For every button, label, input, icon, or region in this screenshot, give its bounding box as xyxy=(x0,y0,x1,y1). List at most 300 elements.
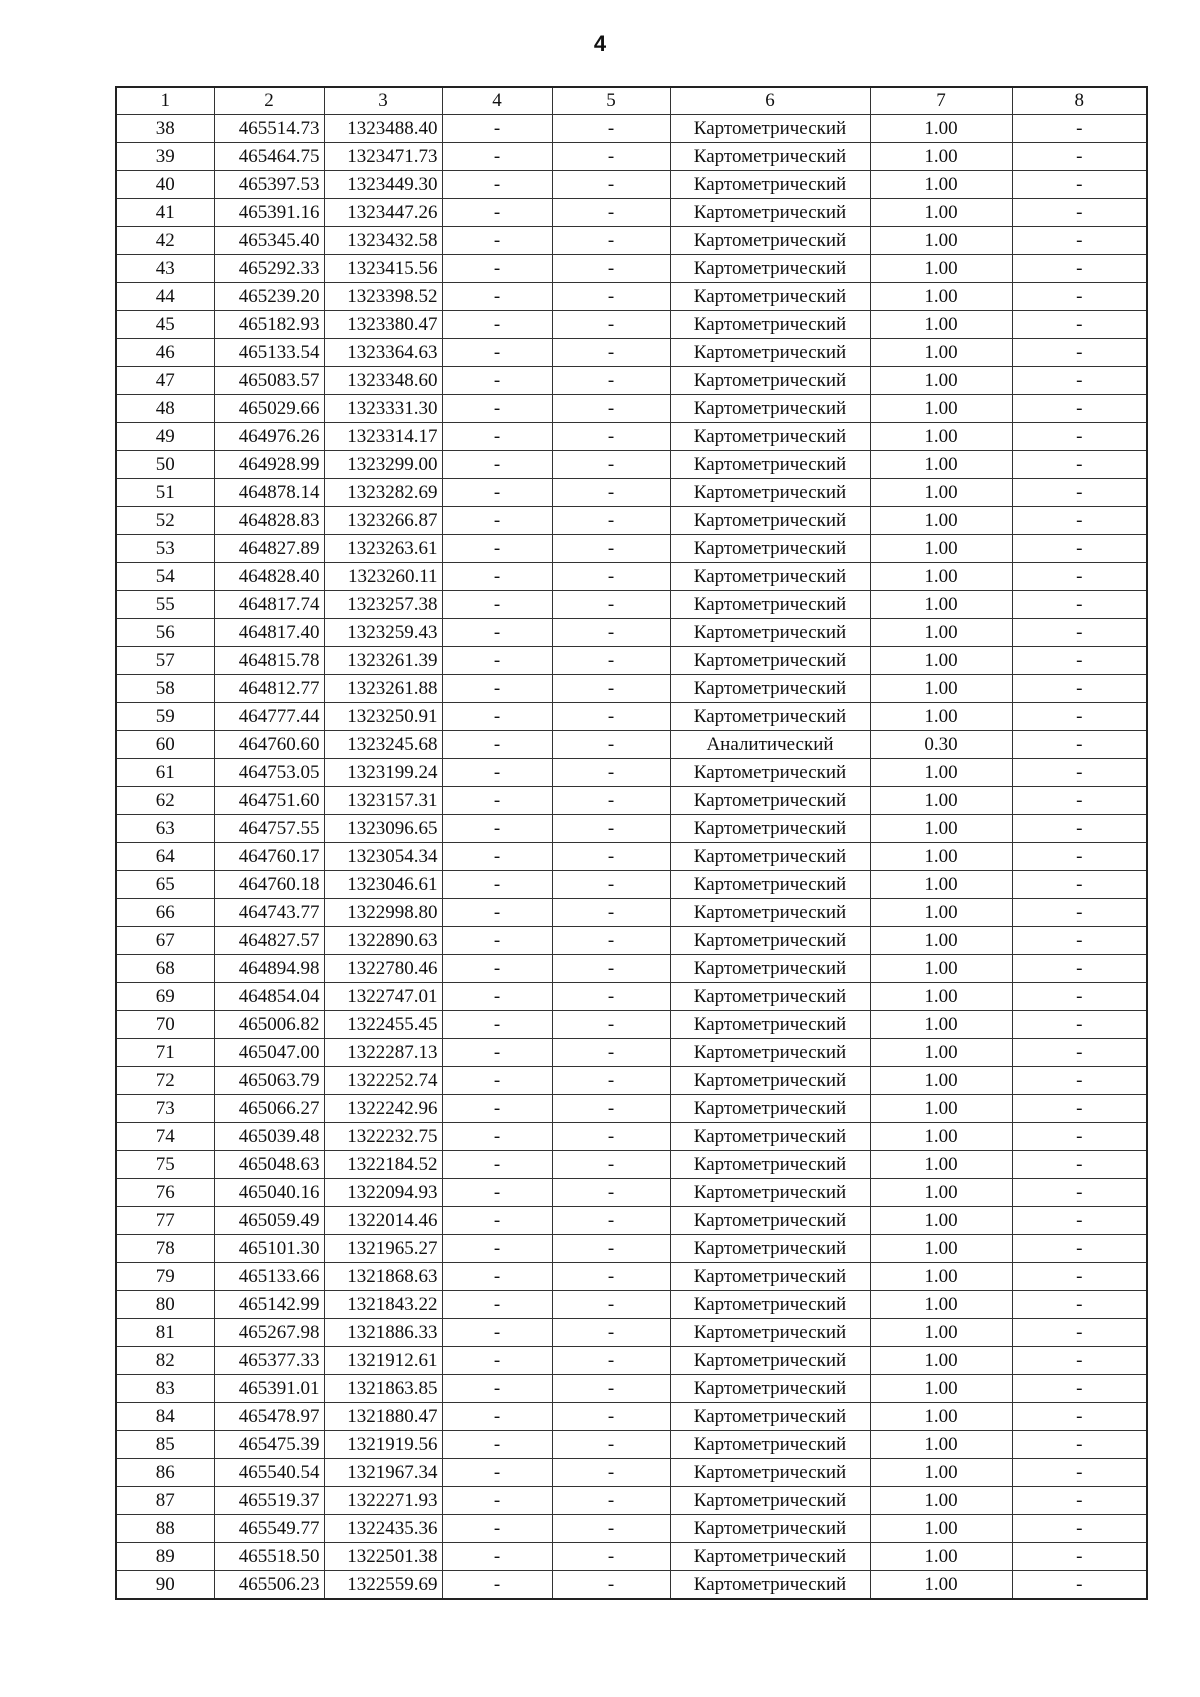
method-cell: Картометрический xyxy=(670,871,870,899)
table-row xyxy=(116,619,1147,647)
method-cell: Картометрический xyxy=(670,1039,870,1067)
col4-cell: - xyxy=(442,1011,552,1039)
col8-cell: - xyxy=(1012,451,1147,479)
y-coordinate-cell: 1321912.61 xyxy=(324,1347,442,1375)
x-coordinate-cell: 465182.93 xyxy=(214,311,324,339)
y-coordinate-cell: 1321863.85 xyxy=(324,1375,442,1403)
method-cell: Картометрический xyxy=(670,815,870,843)
column-header: 1 xyxy=(116,87,214,115)
point-number-cell: 58 xyxy=(116,675,214,703)
method-cell: Картометрический xyxy=(670,675,870,703)
col8-cell: - xyxy=(1012,479,1147,507)
y-coordinate-cell: 1323447.26 xyxy=(324,199,442,227)
method-cell: Картометрический xyxy=(670,1347,870,1375)
col4-cell: - xyxy=(442,955,552,983)
table-row xyxy=(116,507,1147,535)
point-number-cell: 45 xyxy=(116,311,214,339)
y-coordinate-cell: 1322455.45 xyxy=(324,1011,442,1039)
method-cell: Картометрический xyxy=(670,367,870,395)
y-coordinate-cell: 1321843.22 xyxy=(324,1291,442,1319)
col8-cell: - xyxy=(1012,591,1147,619)
point-number-cell: 61 xyxy=(116,759,214,787)
col4-cell: - xyxy=(442,1095,552,1123)
x-coordinate-cell: 465506.23 xyxy=(214,1571,324,1600)
col4-cell: - xyxy=(442,451,552,479)
col4-cell: - xyxy=(442,1207,552,1235)
col8-cell: - xyxy=(1012,787,1147,815)
col5-cell: - xyxy=(552,479,670,507)
point-number-cell: 75 xyxy=(116,1151,214,1179)
method-cell: Картометрический xyxy=(670,1263,870,1291)
table-row xyxy=(116,815,1147,843)
col5-cell: - xyxy=(552,115,670,143)
point-number-cell: 41 xyxy=(116,199,214,227)
x-coordinate-cell: 465142.99 xyxy=(214,1291,324,1319)
x-coordinate-cell: 465540.54 xyxy=(214,1459,324,1487)
col8-cell: - xyxy=(1012,619,1147,647)
accuracy-cell: 1.00 xyxy=(870,675,1012,703)
x-coordinate-cell: 464878.14 xyxy=(214,479,324,507)
x-coordinate-cell: 465292.33 xyxy=(214,255,324,283)
col5-cell: - xyxy=(552,143,670,171)
accuracy-cell: 1.00 xyxy=(870,1487,1012,1515)
point-number-cell: 53 xyxy=(116,535,214,563)
accuracy-cell: 1.00 xyxy=(870,479,1012,507)
y-coordinate-cell: 1321965.27 xyxy=(324,1235,442,1263)
point-number-cell: 40 xyxy=(116,171,214,199)
col8-cell: - xyxy=(1012,927,1147,955)
col8-cell: - xyxy=(1012,367,1147,395)
col4-cell: - xyxy=(442,787,552,815)
col8-cell: - xyxy=(1012,843,1147,871)
col4-cell: - xyxy=(442,143,552,171)
col4-cell: - xyxy=(442,927,552,955)
table-row xyxy=(116,563,1147,591)
x-coordinate-cell: 464828.83 xyxy=(214,507,324,535)
x-coordinate-cell: 465029.66 xyxy=(214,395,324,423)
col8-cell: - xyxy=(1012,115,1147,143)
col4-cell: - xyxy=(442,1291,552,1319)
y-coordinate-cell: 1322890.63 xyxy=(324,927,442,955)
y-coordinate-cell: 1323266.87 xyxy=(324,507,442,535)
point-number-cell: 46 xyxy=(116,339,214,367)
column-header: 6 xyxy=(670,87,870,115)
col8-cell: - xyxy=(1012,703,1147,731)
accuracy-cell: 1.00 xyxy=(870,843,1012,871)
point-number-cell: 60 xyxy=(116,731,214,759)
col4-cell: - xyxy=(442,339,552,367)
col8-cell: - xyxy=(1012,1095,1147,1123)
accuracy-cell: 1.00 xyxy=(870,619,1012,647)
x-coordinate-cell: 464827.57 xyxy=(214,927,324,955)
table-row xyxy=(116,311,1147,339)
x-coordinate-cell: 465478.97 xyxy=(214,1403,324,1431)
x-coordinate-cell: 464760.18 xyxy=(214,871,324,899)
point-number-cell: 82 xyxy=(116,1347,214,1375)
col5-cell: - xyxy=(552,563,670,591)
accuracy-cell: 1.00 xyxy=(870,171,1012,199)
col5-cell: - xyxy=(552,507,670,535)
accuracy-cell: 1.00 xyxy=(870,1375,1012,1403)
accuracy-cell: 1.00 xyxy=(870,1571,1012,1600)
col4-cell: - xyxy=(442,1487,552,1515)
accuracy-cell: 1.00 xyxy=(870,1347,1012,1375)
y-coordinate-cell: 1323263.61 xyxy=(324,535,442,563)
point-number-cell: 47 xyxy=(116,367,214,395)
method-cell: Картометрический xyxy=(670,1011,870,1039)
col5-cell: - xyxy=(552,1515,670,1543)
point-number-cell: 62 xyxy=(116,787,214,815)
col5-cell: - xyxy=(552,1039,670,1067)
col5-cell: - xyxy=(552,1347,670,1375)
point-number-cell: 59 xyxy=(116,703,214,731)
col8-cell: - xyxy=(1012,983,1147,1011)
accuracy-cell: 1.00 xyxy=(870,787,1012,815)
col5-cell: - xyxy=(552,1123,670,1151)
table-row xyxy=(116,479,1147,507)
x-coordinate-cell: 464828.40 xyxy=(214,563,324,591)
table-row xyxy=(116,983,1147,1011)
method-cell: Картометрический xyxy=(670,1235,870,1263)
col5-cell: - xyxy=(552,367,670,395)
accuracy-cell: 1.00 xyxy=(870,1039,1012,1067)
table-row xyxy=(116,227,1147,255)
y-coordinate-cell: 1323331.30 xyxy=(324,395,442,423)
accuracy-cell: 1.00 xyxy=(870,1179,1012,1207)
table-row xyxy=(116,1319,1147,1347)
point-number-cell: 69 xyxy=(116,983,214,1011)
col4-cell: - xyxy=(442,759,552,787)
col8-cell: - xyxy=(1012,507,1147,535)
x-coordinate-cell: 465066.27 xyxy=(214,1095,324,1123)
point-number-cell: 44 xyxy=(116,283,214,311)
table-row xyxy=(116,871,1147,899)
table-row xyxy=(116,1235,1147,1263)
x-coordinate-cell: 465083.57 xyxy=(214,367,324,395)
x-coordinate-cell: 465047.00 xyxy=(214,1039,324,1067)
table-row xyxy=(116,703,1147,731)
y-coordinate-cell: 1323432.58 xyxy=(324,227,442,255)
col4-cell: - xyxy=(442,1067,552,1095)
col8-cell: - xyxy=(1012,339,1147,367)
y-coordinate-cell: 1323282.69 xyxy=(324,479,442,507)
accuracy-cell: 1.00 xyxy=(870,1431,1012,1459)
table-row xyxy=(116,255,1147,283)
point-number-cell: 48 xyxy=(116,395,214,423)
accuracy-cell: 1.00 xyxy=(870,199,1012,227)
y-coordinate-cell: 1322094.93 xyxy=(324,1179,442,1207)
accuracy-cell: 1.00 xyxy=(870,1319,1012,1347)
y-coordinate-cell: 1322242.96 xyxy=(324,1095,442,1123)
col4-cell: - xyxy=(442,1179,552,1207)
col5-cell: - xyxy=(552,283,670,311)
table-row xyxy=(116,451,1147,479)
table-row xyxy=(116,339,1147,367)
x-coordinate-cell: 465397.53 xyxy=(214,171,324,199)
col4-cell: - xyxy=(442,535,552,563)
col8-cell: - xyxy=(1012,1375,1147,1403)
col4-cell: - xyxy=(442,675,552,703)
point-number-cell: 74 xyxy=(116,1123,214,1151)
point-number-cell: 50 xyxy=(116,451,214,479)
col8-cell: - xyxy=(1012,563,1147,591)
col4-cell: - xyxy=(442,1263,552,1291)
col4-cell: - xyxy=(442,843,552,871)
x-coordinate-cell: 464812.77 xyxy=(214,675,324,703)
x-coordinate-cell: 465039.48 xyxy=(214,1123,324,1151)
x-coordinate-cell: 465267.98 xyxy=(214,1319,324,1347)
table-row xyxy=(116,899,1147,927)
x-coordinate-cell: 464827.89 xyxy=(214,535,324,563)
point-number-cell: 68 xyxy=(116,955,214,983)
x-coordinate-cell: 464976.26 xyxy=(214,423,324,451)
x-coordinate-cell: 465048.63 xyxy=(214,1151,324,1179)
col8-cell: - xyxy=(1012,255,1147,283)
col4-cell: - xyxy=(442,619,552,647)
col5-cell: - xyxy=(552,871,670,899)
col5-cell: - xyxy=(552,423,670,451)
col4-cell: - xyxy=(442,1347,552,1375)
accuracy-cell: 1.00 xyxy=(870,591,1012,619)
col5-cell: - xyxy=(552,535,670,563)
point-number-cell: 71 xyxy=(116,1039,214,1067)
method-cell: Картометрический xyxy=(670,283,870,311)
point-number-cell: 84 xyxy=(116,1403,214,1431)
y-coordinate-cell: 1323398.52 xyxy=(324,283,442,311)
col5-cell: - xyxy=(552,1543,670,1571)
y-coordinate-cell: 1323299.00 xyxy=(324,451,442,479)
y-coordinate-cell: 1323488.40 xyxy=(324,115,442,143)
column-header: 7 xyxy=(870,87,1012,115)
col4-cell: - xyxy=(442,1039,552,1067)
point-number-cell: 38 xyxy=(116,115,214,143)
method-cell: Картометрический xyxy=(670,927,870,955)
col4-cell: - xyxy=(442,647,552,675)
point-number-cell: 42 xyxy=(116,227,214,255)
accuracy-cell: 1.00 xyxy=(870,759,1012,787)
point-number-cell: 56 xyxy=(116,619,214,647)
y-coordinate-cell: 1322232.75 xyxy=(324,1123,442,1151)
method-cell: Картометрический xyxy=(670,311,870,339)
col8-cell: - xyxy=(1012,1459,1147,1487)
col8-cell: - xyxy=(1012,171,1147,199)
method-cell: Картометрический xyxy=(670,199,870,227)
accuracy-cell: 1.00 xyxy=(870,227,1012,255)
method-cell: Картометрический xyxy=(670,171,870,199)
method-cell: Картометрический xyxy=(670,1179,870,1207)
method-cell: Картометрический xyxy=(670,1291,870,1319)
col5-cell: - xyxy=(552,1319,670,1347)
point-number-cell: 49 xyxy=(116,423,214,451)
col5-cell: - xyxy=(552,1375,670,1403)
method-cell: Картометрический xyxy=(670,115,870,143)
table-row xyxy=(116,115,1147,143)
point-number-cell: 73 xyxy=(116,1095,214,1123)
accuracy-cell: 1.00 xyxy=(870,955,1012,983)
method-cell: Картометрический xyxy=(670,507,870,535)
point-number-cell: 64 xyxy=(116,843,214,871)
accuracy-cell: 1.00 xyxy=(870,311,1012,339)
method-cell: Картометрический xyxy=(670,1123,870,1151)
accuracy-cell: 1.00 xyxy=(870,815,1012,843)
method-cell: Картометрический xyxy=(670,899,870,927)
col8-cell: - xyxy=(1012,1431,1147,1459)
x-coordinate-cell: 465040.16 xyxy=(214,1179,324,1207)
point-number-cell: 86 xyxy=(116,1459,214,1487)
table-row xyxy=(116,1459,1147,1487)
table-row xyxy=(116,395,1147,423)
point-number-cell: 66 xyxy=(116,899,214,927)
col8-cell: - xyxy=(1012,1039,1147,1067)
col5-cell: - xyxy=(552,227,670,255)
y-coordinate-cell: 1323245.68 xyxy=(324,731,442,759)
method-cell: Картометрический xyxy=(670,619,870,647)
method-cell: Картометрический xyxy=(670,1151,870,1179)
y-coordinate-cell: 1323261.39 xyxy=(324,647,442,675)
col4-cell: - xyxy=(442,1431,552,1459)
table-row xyxy=(116,731,1147,759)
col4-cell: - xyxy=(442,311,552,339)
y-coordinate-cell: 1321886.33 xyxy=(324,1319,442,1347)
point-number-cell: 88 xyxy=(116,1515,214,1543)
column-header: 3 xyxy=(324,87,442,115)
table-row xyxy=(116,1431,1147,1459)
table-row xyxy=(116,1487,1147,1515)
col8-cell: - xyxy=(1012,1235,1147,1263)
point-number-cell: 83 xyxy=(116,1375,214,1403)
col5-cell: - xyxy=(552,787,670,815)
table-row xyxy=(116,1067,1147,1095)
col5-cell: - xyxy=(552,899,670,927)
table-row xyxy=(116,927,1147,955)
col8-cell: - xyxy=(1012,731,1147,759)
x-coordinate-cell: 465391.16 xyxy=(214,199,324,227)
col8-cell: - xyxy=(1012,1179,1147,1207)
accuracy-cell: 1.00 xyxy=(870,1207,1012,1235)
x-coordinate-cell: 465377.33 xyxy=(214,1347,324,1375)
accuracy-cell: 1.00 xyxy=(870,983,1012,1011)
accuracy-cell: 1.00 xyxy=(870,1095,1012,1123)
y-coordinate-cell: 1323471.73 xyxy=(324,143,442,171)
accuracy-cell: 1.00 xyxy=(870,563,1012,591)
y-coordinate-cell: 1322184.52 xyxy=(324,1151,442,1179)
col4-cell: - xyxy=(442,1123,552,1151)
method-cell: Аналитический xyxy=(670,731,870,759)
col8-cell: - xyxy=(1012,1067,1147,1095)
y-coordinate-cell: 1321880.47 xyxy=(324,1403,442,1431)
y-coordinate-cell: 1323415.56 xyxy=(324,255,442,283)
point-number-cell: 39 xyxy=(116,143,214,171)
x-coordinate-cell: 464760.60 xyxy=(214,731,324,759)
table-row xyxy=(116,535,1147,563)
col5-cell: - xyxy=(552,759,670,787)
col5-cell: - xyxy=(552,199,670,227)
point-number-cell: 77 xyxy=(116,1207,214,1235)
col8-cell: - xyxy=(1012,1543,1147,1571)
col5-cell: - xyxy=(552,1179,670,1207)
method-cell: Картометрический xyxy=(670,647,870,675)
x-coordinate-cell: 464757.55 xyxy=(214,815,324,843)
col4-cell: - xyxy=(442,1235,552,1263)
method-cell: Картометрический xyxy=(670,395,870,423)
table-row xyxy=(116,1571,1147,1600)
col8-cell: - xyxy=(1012,647,1147,675)
point-number-cell: 54 xyxy=(116,563,214,591)
point-number-cell: 87 xyxy=(116,1487,214,1515)
y-coordinate-cell: 1323096.65 xyxy=(324,815,442,843)
method-cell: Картометрический xyxy=(670,255,870,283)
accuracy-cell: 1.00 xyxy=(870,143,1012,171)
point-number-cell: 65 xyxy=(116,871,214,899)
col8-cell: - xyxy=(1012,1515,1147,1543)
table-row xyxy=(116,591,1147,619)
col4-cell: - xyxy=(442,283,552,311)
method-cell: Картометрический xyxy=(670,1515,870,1543)
point-number-cell: 55 xyxy=(116,591,214,619)
table-row xyxy=(116,1123,1147,1151)
col5-cell: - xyxy=(552,1207,670,1235)
table-row xyxy=(116,675,1147,703)
page-number: 4 xyxy=(593,31,607,56)
table-row xyxy=(116,955,1147,983)
table-row xyxy=(116,1515,1147,1543)
y-coordinate-cell: 1323348.60 xyxy=(324,367,442,395)
point-number-cell: 43 xyxy=(116,255,214,283)
col4-cell: - xyxy=(442,367,552,395)
x-coordinate-cell: 465063.79 xyxy=(214,1067,324,1095)
accuracy-cell: 1.00 xyxy=(870,367,1012,395)
col8-cell: - xyxy=(1012,1319,1147,1347)
col8-cell: - xyxy=(1012,283,1147,311)
y-coordinate-cell: 1323260.11 xyxy=(324,563,442,591)
y-coordinate-cell: 1322501.38 xyxy=(324,1543,442,1571)
method-cell: Картометрический xyxy=(670,535,870,563)
col4-cell: - xyxy=(442,899,552,927)
col4-cell: - xyxy=(442,1319,552,1347)
column-header: 5 xyxy=(552,87,670,115)
y-coordinate-cell: 1323261.88 xyxy=(324,675,442,703)
col4-cell: - xyxy=(442,171,552,199)
table-row xyxy=(116,423,1147,451)
col4-cell: - xyxy=(442,395,552,423)
col4-cell: - xyxy=(442,983,552,1011)
method-cell: Картометрический xyxy=(670,955,870,983)
table-row xyxy=(116,787,1147,815)
x-coordinate-cell: 464817.74 xyxy=(214,591,324,619)
accuracy-cell: 1.00 xyxy=(870,871,1012,899)
col5-cell: - xyxy=(552,647,670,675)
col5-cell: - xyxy=(552,927,670,955)
col8-cell: - xyxy=(1012,871,1147,899)
accuracy-cell: 1.00 xyxy=(870,1403,1012,1431)
col4-cell: - xyxy=(442,815,552,843)
accuracy-cell: 1.00 xyxy=(870,339,1012,367)
y-coordinate-cell: 1323157.31 xyxy=(324,787,442,815)
accuracy-cell: 1.00 xyxy=(870,703,1012,731)
x-coordinate-cell: 465133.66 xyxy=(214,1263,324,1291)
col8-cell: - xyxy=(1012,899,1147,927)
point-number-cell: 67 xyxy=(116,927,214,955)
method-cell: Картометрический xyxy=(670,1403,870,1431)
x-coordinate-cell: 465239.20 xyxy=(214,283,324,311)
y-coordinate-cell: 1323046.61 xyxy=(324,871,442,899)
x-coordinate-cell: 464817.40 xyxy=(214,619,324,647)
accuracy-cell: 1.00 xyxy=(870,1543,1012,1571)
method-cell: Картометрический xyxy=(670,1375,870,1403)
y-coordinate-cell: 1322252.74 xyxy=(324,1067,442,1095)
x-coordinate-cell: 465518.50 xyxy=(214,1543,324,1571)
col4-cell: - xyxy=(442,199,552,227)
